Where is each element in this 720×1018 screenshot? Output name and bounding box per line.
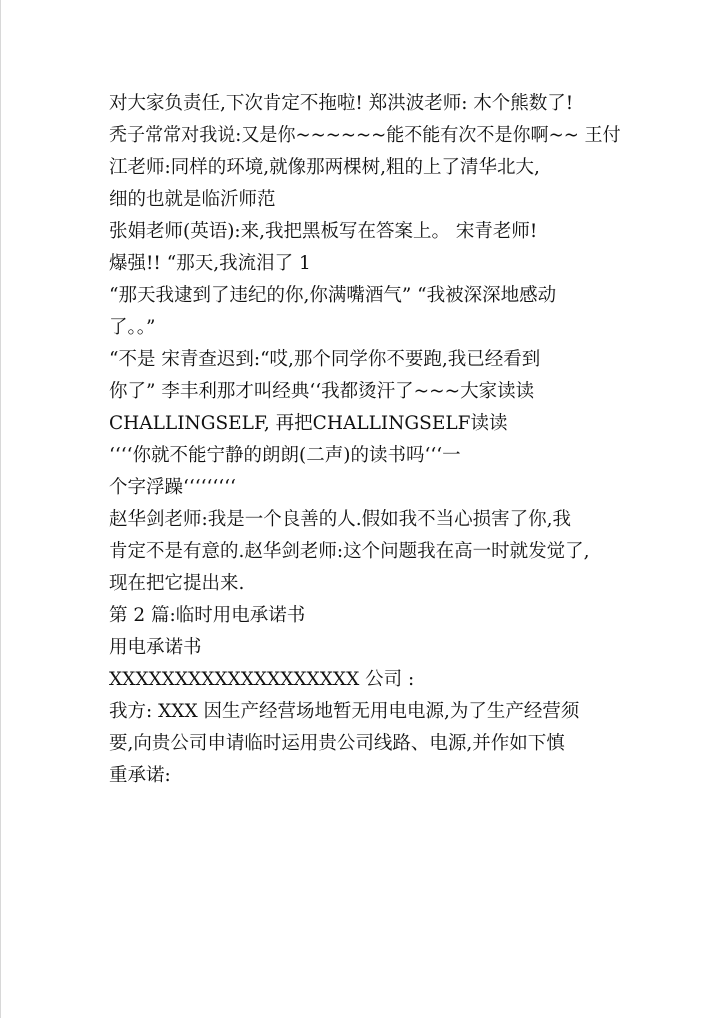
text-line: 江老师:同样的环境,就像那两棵树,粗的上了清华北大, [109, 157, 540, 178]
text-line: 细的也就是临沂师范 [109, 189, 276, 210]
text-line: 要,向贵公司申请临时运用贵公司线路、电源,并作如下慎 [109, 733, 565, 754]
text-line: 了。。” [109, 317, 156, 338]
document-title: 用电承诺书 [109, 637, 202, 658]
text-line: 你了” 李丰利那才叫经典‘‘我都烫汗了~~~大家读读 [109, 381, 535, 402]
text-line: 肯定不是有意的.赵华剑老师:这个问题我在高一时就发觉了, [109, 541, 590, 562]
text-line: CHALLINGSELF, 再把CHALLINGSELF读读 [109, 413, 508, 434]
text-line: ‘‘‘‘你就不能宁静的朗朗(二声)的读书吗‘‘‘一 [109, 445, 461, 466]
text-line: 对大家负责任,下次肯定不拖啦! 郑洪波老师: 木个熊数了! [109, 93, 574, 114]
text-line: 爆强!! “那天,我流泪了 1 [109, 253, 311, 274]
addressee-line: XXXXXXXXXXXXXXXXXXX 公司 : [109, 669, 415, 690]
text-line: “不是 宋青查迟到:“哎,那个同学你不要跑,我已经看到 [109, 349, 541, 370]
text-line: 秃子常常对我说:又是你~~~~~~能不能有次不是你啊~~ 王付 [109, 125, 621, 146]
text-line: 我方: XXX 因生产经营场地暂无用电电源,为了生产经营须 [109, 701, 580, 722]
section-heading: 第 2 篇:临时用电承诺书 [109, 605, 306, 626]
text-line: 现在把它提出来. [109, 573, 245, 594]
text-line: 张娟老师(英语):来,我把黑板写在答案上。 宋青老师! [109, 221, 538, 242]
text-line: “那天我逮到了违纪的你,你满嘴酒气” “我被深深地感动 [109, 285, 557, 306]
text-line: 重承诺: [109, 765, 171, 786]
text-line: 个字浮躁‘‘‘‘‘‘‘‘‘ [109, 477, 236, 498]
document-body [109, 88, 621, 792]
text-line: 赵华剑老师:我是一个良善的人.假如我不当心损害了你,我 [109, 509, 571, 530]
